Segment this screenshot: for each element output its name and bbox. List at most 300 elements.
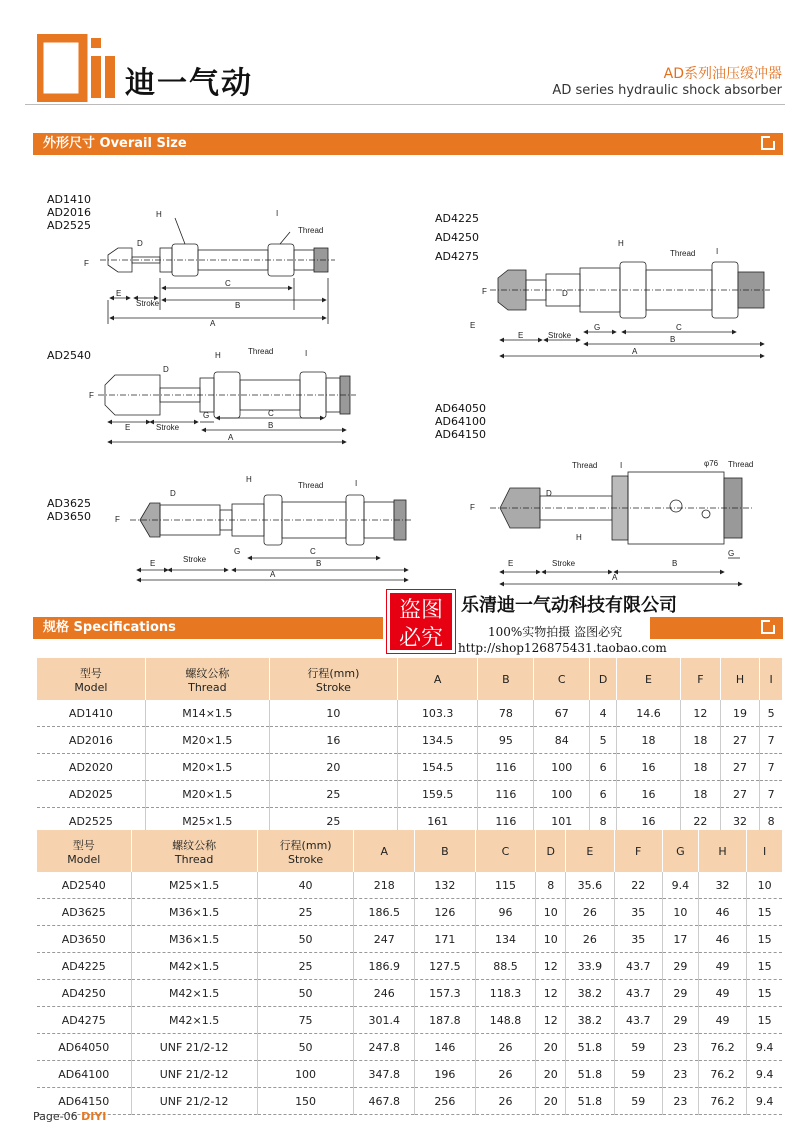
- table-cell: 9.4: [747, 1034, 782, 1061]
- table-cell: AD2025: [37, 781, 145, 808]
- column-header-cn: 螺纹公称: [185, 666, 230, 680]
- table-cell: 43.7: [614, 1007, 662, 1034]
- table-cell: 18: [616, 727, 680, 754]
- table-row: [37, 953, 782, 980]
- dim-d-label: D: [163, 365, 169, 374]
- table-cell: 20: [536, 1088, 566, 1115]
- dim-thread-label: Thread: [298, 226, 324, 235]
- model-label: AD1410: [47, 193, 91, 206]
- table-cell: 35.6: [566, 872, 614, 899]
- dim-c-label: C: [676, 323, 682, 332]
- table-row: [37, 1007, 782, 1034]
- table-cell: 10: [662, 899, 698, 926]
- column-header-en: Model: [67, 852, 101, 866]
- table-cell: 134.5: [398, 727, 478, 754]
- table-cell: 4: [590, 700, 617, 727]
- table-cell: AD4250: [37, 980, 131, 1007]
- column-header: [681, 658, 721, 700]
- column-header: [131, 830, 257, 872]
- dim-h-label: H: [246, 475, 252, 484]
- table-cell: 40: [257, 872, 354, 899]
- table-cell: 7: [760, 781, 782, 808]
- column-header-cn: H: [735, 672, 745, 686]
- table-cell: 132: [415, 872, 476, 899]
- table-cell: 49: [698, 953, 746, 980]
- table-cell: 134: [475, 926, 536, 953]
- column-header-cn: 行程(mm): [279, 838, 332, 852]
- table-cell: 159.5: [398, 781, 478, 808]
- overall-size-drawings: [0, 160, 800, 590]
- table-cell: 67: [534, 700, 590, 727]
- column-header-en: Stroke: [315, 680, 351, 694]
- drawing-ad64050: [490, 472, 752, 584]
- column-header: [614, 830, 662, 872]
- column-header: [534, 658, 590, 700]
- table-cell: 51.8: [566, 1061, 614, 1088]
- table-cell: 10: [536, 899, 566, 926]
- table-cell: AD64100: [37, 1061, 131, 1088]
- brand-name: 迪一气动: [125, 66, 253, 101]
- table-cell: 26: [475, 1034, 536, 1061]
- table-cell: 23: [662, 1061, 698, 1088]
- dim-phi76-label: φ76: [704, 459, 719, 468]
- table-cell: 19: [720, 700, 760, 727]
- table-cell: 22: [614, 872, 662, 899]
- column-header-en: Thread: [174, 852, 214, 866]
- table-cell: 96: [475, 899, 536, 926]
- table-cell: 84: [534, 727, 590, 754]
- column-header: [145, 658, 269, 700]
- column-header-en: Model: [74, 680, 108, 694]
- table-cell: 50: [257, 1034, 354, 1061]
- dim-c-label: C: [225, 279, 231, 288]
- column-header-cn: E: [645, 672, 652, 686]
- table-cell: 12: [536, 1007, 566, 1034]
- dim-a-label: A: [228, 433, 234, 442]
- table-cell: 35: [614, 926, 662, 953]
- table-row: [37, 899, 782, 926]
- table-cell: 150: [257, 1088, 354, 1115]
- table-cell: 26: [566, 899, 614, 926]
- dim-thread-label: Thread: [572, 461, 598, 470]
- column-header: [590, 658, 617, 700]
- column-header: [269, 658, 397, 700]
- dim-c-label: C: [310, 547, 316, 556]
- dim-d-label: D: [546, 489, 552, 498]
- dim-e-label: E: [470, 321, 476, 330]
- table-cell: 18: [681, 727, 721, 754]
- table-cell: 100: [534, 754, 590, 781]
- dim-i-label: I: [355, 479, 358, 488]
- dim-h-label: H: [576, 533, 582, 542]
- dim-g-label: G: [203, 411, 210, 420]
- table-cell: 196: [415, 1061, 476, 1088]
- table-cell: 9.4: [747, 1088, 782, 1115]
- table-cell: 75: [257, 1007, 354, 1034]
- section-bar-right: [650, 617, 783, 639]
- column-header-cn: 型号: [72, 838, 95, 852]
- column-header: [616, 658, 680, 700]
- column-header-cn: A: [380, 844, 388, 858]
- dim-stroke-label: Stroke: [548, 331, 572, 340]
- table-cell: 26: [475, 1061, 536, 1088]
- table-cell: 116: [478, 808, 534, 835]
- table-row: [37, 754, 782, 781]
- dim-i-label: I: [716, 247, 719, 256]
- column-header-cn: D: [598, 672, 608, 686]
- table-cell: 49: [698, 1007, 746, 1034]
- table-cell: M42×1.5: [131, 953, 257, 980]
- table-cell: M20×1.5: [145, 727, 269, 754]
- dim-stroke-label: Stroke: [156, 423, 180, 432]
- table-cell: 12: [681, 700, 721, 727]
- column-header: [37, 658, 145, 700]
- table-cell: 116: [478, 754, 534, 781]
- table-row: [37, 700, 782, 727]
- table-cell: 23: [662, 1034, 698, 1061]
- dim-thread-label: Thread: [728, 460, 754, 469]
- table-cell: 14.6: [616, 700, 680, 727]
- column-header-cn: 型号: [79, 666, 102, 680]
- dim-f-label: F: [482, 287, 487, 296]
- column-header: [257, 830, 354, 872]
- column-header: [747, 830, 782, 872]
- table-cell: 118.3: [475, 980, 536, 1007]
- table-cell: 26: [475, 1088, 536, 1115]
- model-label: AD4275: [435, 250, 479, 263]
- table-cell: 15: [747, 926, 782, 953]
- table-row: [37, 1088, 782, 1115]
- column-header-en: Stroke: [288, 852, 324, 866]
- section-bar-overall-size: [33, 133, 783, 155]
- table-cell: 256: [415, 1088, 476, 1115]
- column-header: [475, 830, 536, 872]
- table-cell: 16: [616, 808, 680, 835]
- column-header-cn: A: [433, 672, 442, 686]
- table-cell: 16: [616, 754, 680, 781]
- table-cell: 100: [534, 781, 590, 808]
- dim-e-label: E: [150, 559, 156, 568]
- section-title-specifications: 规格 Specifications: [43, 620, 176, 635]
- series-title-cn: AD系列油压缓冲器: [663, 66, 782, 82]
- table-cell: 29: [662, 980, 698, 1007]
- table-cell: 20: [536, 1034, 566, 1061]
- dim-c-label: C: [268, 409, 274, 418]
- table-cell: 88.5: [475, 953, 536, 980]
- brand-logo: [37, 34, 117, 102]
- table-cell: 16: [269, 727, 397, 754]
- table-cell: M25×1.5: [131, 872, 257, 899]
- dim-g-label: G: [728, 549, 735, 558]
- model-label: AD3625: [47, 497, 91, 510]
- table-cell: 25: [269, 808, 397, 835]
- column-header-cn: C: [557, 672, 566, 686]
- table-cell: 59: [614, 1061, 662, 1088]
- table-cell: 59: [614, 1034, 662, 1061]
- column-header: [37, 830, 131, 872]
- table-cell: 46: [698, 926, 746, 953]
- table-cell: 8: [590, 808, 617, 835]
- table-cell: 115: [475, 872, 536, 899]
- table-cell: 16: [616, 781, 680, 808]
- table-cell: 25: [257, 899, 354, 926]
- column-header-cn: G: [676, 844, 685, 858]
- dim-h-label: H: [215, 351, 221, 360]
- table-cell: 154.5: [398, 754, 478, 781]
- table-cell: AD2020: [37, 754, 145, 781]
- table-row: [37, 727, 782, 754]
- table-row: [37, 872, 782, 899]
- drawing-ad2540: [98, 372, 356, 442]
- section-corner-icon: [761, 136, 775, 150]
- page-footer: [33, 1110, 106, 1123]
- header-divider: [25, 104, 785, 105]
- table-cell: 51.8: [566, 1088, 614, 1115]
- table-cell: 15: [747, 1007, 782, 1034]
- table-cell: 25: [257, 953, 354, 980]
- dim-thread-label: Thread: [670, 249, 696, 258]
- table-cell: 116: [478, 781, 534, 808]
- dim-a-label: A: [612, 573, 618, 582]
- column-header-cn: E: [586, 844, 594, 858]
- table-cell: 101: [534, 808, 590, 835]
- table-cell: 20: [536, 1061, 566, 1088]
- table-cell: AD2016: [37, 727, 145, 754]
- table-cell: 9.4: [747, 1061, 782, 1088]
- dim-f-label: F: [470, 503, 475, 512]
- page-number: Page-06: [33, 1110, 78, 1123]
- model-label: AD3650: [47, 510, 91, 523]
- table-cell: 38.2: [566, 980, 614, 1007]
- table-cell: 171: [415, 926, 476, 953]
- column-header-cn: I: [762, 844, 767, 858]
- dim-d-label: D: [170, 489, 176, 498]
- column-header-cn: D: [546, 844, 556, 858]
- table-cell: 51.8: [566, 1034, 614, 1061]
- table-cell: 347.8: [354, 1061, 415, 1088]
- dim-thread-label: Thread: [298, 481, 324, 490]
- table-cell: M36×1.5: [131, 926, 257, 953]
- column-header: [698, 830, 746, 872]
- table-cell: 8: [760, 808, 782, 835]
- table-cell: 95: [478, 727, 534, 754]
- column-header: [720, 658, 760, 700]
- table-cell: 157.3: [415, 980, 476, 1007]
- table-cell: 8: [536, 872, 566, 899]
- watermark-stamp: 盗图必究: [387, 590, 455, 653]
- dim-i-label: I: [620, 461, 623, 470]
- watermark-url: http://shop126875431.taobao.com: [458, 641, 667, 655]
- column-header-cn: B: [441, 844, 449, 858]
- table-cell: 22: [681, 808, 721, 835]
- model-label: AD2016: [47, 206, 91, 219]
- table-cell: 6: [590, 781, 617, 808]
- table-cell: 20: [269, 754, 397, 781]
- dim-i-label: I: [276, 209, 279, 218]
- dim-e-label: E: [518, 331, 524, 340]
- dim-labels: [84, 209, 753, 582]
- dim-a-label: A: [632, 347, 638, 356]
- table-cell: M42×1.5: [131, 980, 257, 1007]
- table-cell: 187.8: [415, 1007, 476, 1034]
- table-cell: 186.5: [354, 899, 415, 926]
- table-cell: 78: [478, 700, 534, 727]
- table-cell: AD1410: [37, 700, 145, 727]
- table-cell: 17: [662, 926, 698, 953]
- column-header-cn: 行程(mm): [307, 666, 360, 680]
- table-cell: 6: [590, 754, 617, 781]
- table-cell: 76.2: [698, 1088, 746, 1115]
- table-cell: 27: [720, 781, 760, 808]
- drawing-ad4225: [490, 262, 770, 356]
- table-cell: AD2540: [37, 872, 131, 899]
- table-cell: 59: [614, 1088, 662, 1115]
- model-label: AD4250: [435, 231, 479, 244]
- table-cell: 103.3: [398, 700, 478, 727]
- dim-i-label: I: [305, 349, 308, 358]
- column-header: [398, 658, 478, 700]
- column-header: [415, 830, 476, 872]
- dim-stroke-label: Stroke: [136, 299, 160, 308]
- table-cell: 29: [662, 1007, 698, 1034]
- table-cell: 76.2: [698, 1061, 746, 1088]
- dim-f-label: F: [115, 515, 120, 524]
- table-cell: UNF 21/2-12: [131, 1061, 257, 1088]
- table-cell: 15: [747, 953, 782, 980]
- column-header-cn: H: [718, 844, 727, 858]
- table-cell: 76.2: [698, 1034, 746, 1061]
- table-cell: 9.4: [662, 872, 698, 899]
- table-cell: 49: [698, 980, 746, 1007]
- column-header-cn: C: [501, 844, 510, 858]
- dim-b-label: B: [235, 301, 241, 310]
- table-cell: 18: [681, 781, 721, 808]
- dim-d-label: D: [137, 239, 143, 248]
- watermark-line-1: 100%实物拍摄 盗图必究: [488, 625, 623, 639]
- spec-table-1: [37, 658, 782, 835]
- table-cell: 148.8: [475, 1007, 536, 1034]
- table-cell: 32: [698, 872, 746, 899]
- table-cell: 218: [354, 872, 415, 899]
- table-cell: M14×1.5: [145, 700, 269, 727]
- table-cell: 5: [760, 700, 782, 727]
- column-header-cn: I: [769, 672, 773, 686]
- table-cell: AD4225: [37, 953, 131, 980]
- table-cell: 161: [398, 808, 478, 835]
- table-cell: 467.8: [354, 1088, 415, 1115]
- column-header: [566, 830, 614, 872]
- table-cell: 10: [536, 926, 566, 953]
- table-cell: UNF 21/2-12: [131, 1034, 257, 1061]
- drawing-ad3625: [130, 495, 412, 580]
- table-cell: 23: [662, 1088, 698, 1115]
- table-cell: 50: [257, 980, 354, 1007]
- table-row: [37, 926, 782, 953]
- dim-h-label: H: [618, 239, 624, 248]
- table-cell: 246: [354, 980, 415, 1007]
- dim-a-label: A: [270, 570, 276, 579]
- table-cell: AD3650: [37, 926, 131, 953]
- table-row: [37, 1061, 782, 1088]
- table-cell: 247.8: [354, 1034, 415, 1061]
- table-cell: 18: [681, 754, 721, 781]
- column-header: [478, 658, 534, 700]
- table-cell: 27: [720, 727, 760, 754]
- table-cell: 12: [536, 953, 566, 980]
- table-cell: AD2525: [37, 808, 145, 835]
- table-row: [37, 980, 782, 1007]
- table-cell: 35: [614, 899, 662, 926]
- dim-b-label: B: [672, 559, 678, 568]
- dim-e-label: E: [508, 559, 514, 568]
- table-cell: 186.9: [354, 953, 415, 980]
- model-label: AD64150: [435, 428, 486, 441]
- model-label: AD64100: [435, 415, 486, 428]
- table-row: [37, 1034, 782, 1061]
- table-cell: UNF 21/2-12: [131, 1088, 257, 1115]
- table-cell: M36×1.5: [131, 899, 257, 926]
- table-cell: AD64150: [37, 1088, 131, 1115]
- dim-f-label: F: [89, 391, 94, 400]
- model-label: AD4225: [435, 212, 479, 225]
- dim-b-label: B: [316, 559, 322, 568]
- table-cell: AD4275: [37, 1007, 131, 1034]
- table-cell: 301.4: [354, 1007, 415, 1034]
- model-label: AD2540: [47, 349, 91, 362]
- table-cell: 146: [415, 1034, 476, 1061]
- column-header-cn: 螺纹公称: [172, 838, 217, 852]
- dim-g-label: G: [234, 547, 241, 556]
- table-row: [37, 781, 782, 808]
- dim-e-label: E: [125, 423, 131, 432]
- section-title-overall-size: 外形尺寸 Overail Size: [43, 136, 187, 151]
- table-cell: 15: [747, 899, 782, 926]
- column-header-en: Thread: [188, 680, 227, 694]
- table-cell: 10: [747, 872, 782, 899]
- table-cell: 247: [354, 926, 415, 953]
- table-cell: 27: [720, 754, 760, 781]
- table-cell: 29: [662, 953, 698, 980]
- table-cell: M20×1.5: [145, 781, 269, 808]
- table-cell: 12: [536, 980, 566, 1007]
- table-cell: 7: [760, 754, 782, 781]
- column-header: [662, 830, 698, 872]
- table-cell: 7: [760, 727, 782, 754]
- dim-f-label: F: [84, 259, 89, 268]
- table-cell: AD64050: [37, 1034, 131, 1061]
- table-cell: M20×1.5: [145, 754, 269, 781]
- table-cell: AD3625: [37, 899, 131, 926]
- table-cell: 43.7: [614, 980, 662, 1007]
- dim-e-label: E: [116, 289, 122, 298]
- dim-g-label: G: [594, 323, 601, 332]
- table-cell: 100: [257, 1061, 354, 1088]
- watermark-company: 乐清迪一气动科技有限公司: [461, 595, 677, 616]
- table-cell: 127.5: [415, 953, 476, 980]
- table-cell: 32: [720, 808, 760, 835]
- table-cell: 26: [566, 926, 614, 953]
- column-header: [354, 830, 415, 872]
- dim-d-label: D: [562, 289, 568, 298]
- dim-a-label: A: [210, 319, 216, 328]
- column-header-cn: F: [697, 672, 704, 686]
- column-header-cn: F: [635, 844, 642, 858]
- table-cell: 25: [269, 781, 397, 808]
- table-cell: M25×1.5: [145, 808, 269, 835]
- table-cell: 126: [415, 899, 476, 926]
- series-title-en: AD series hydraulic shock absorber: [552, 83, 782, 98]
- column-header: [536, 830, 566, 872]
